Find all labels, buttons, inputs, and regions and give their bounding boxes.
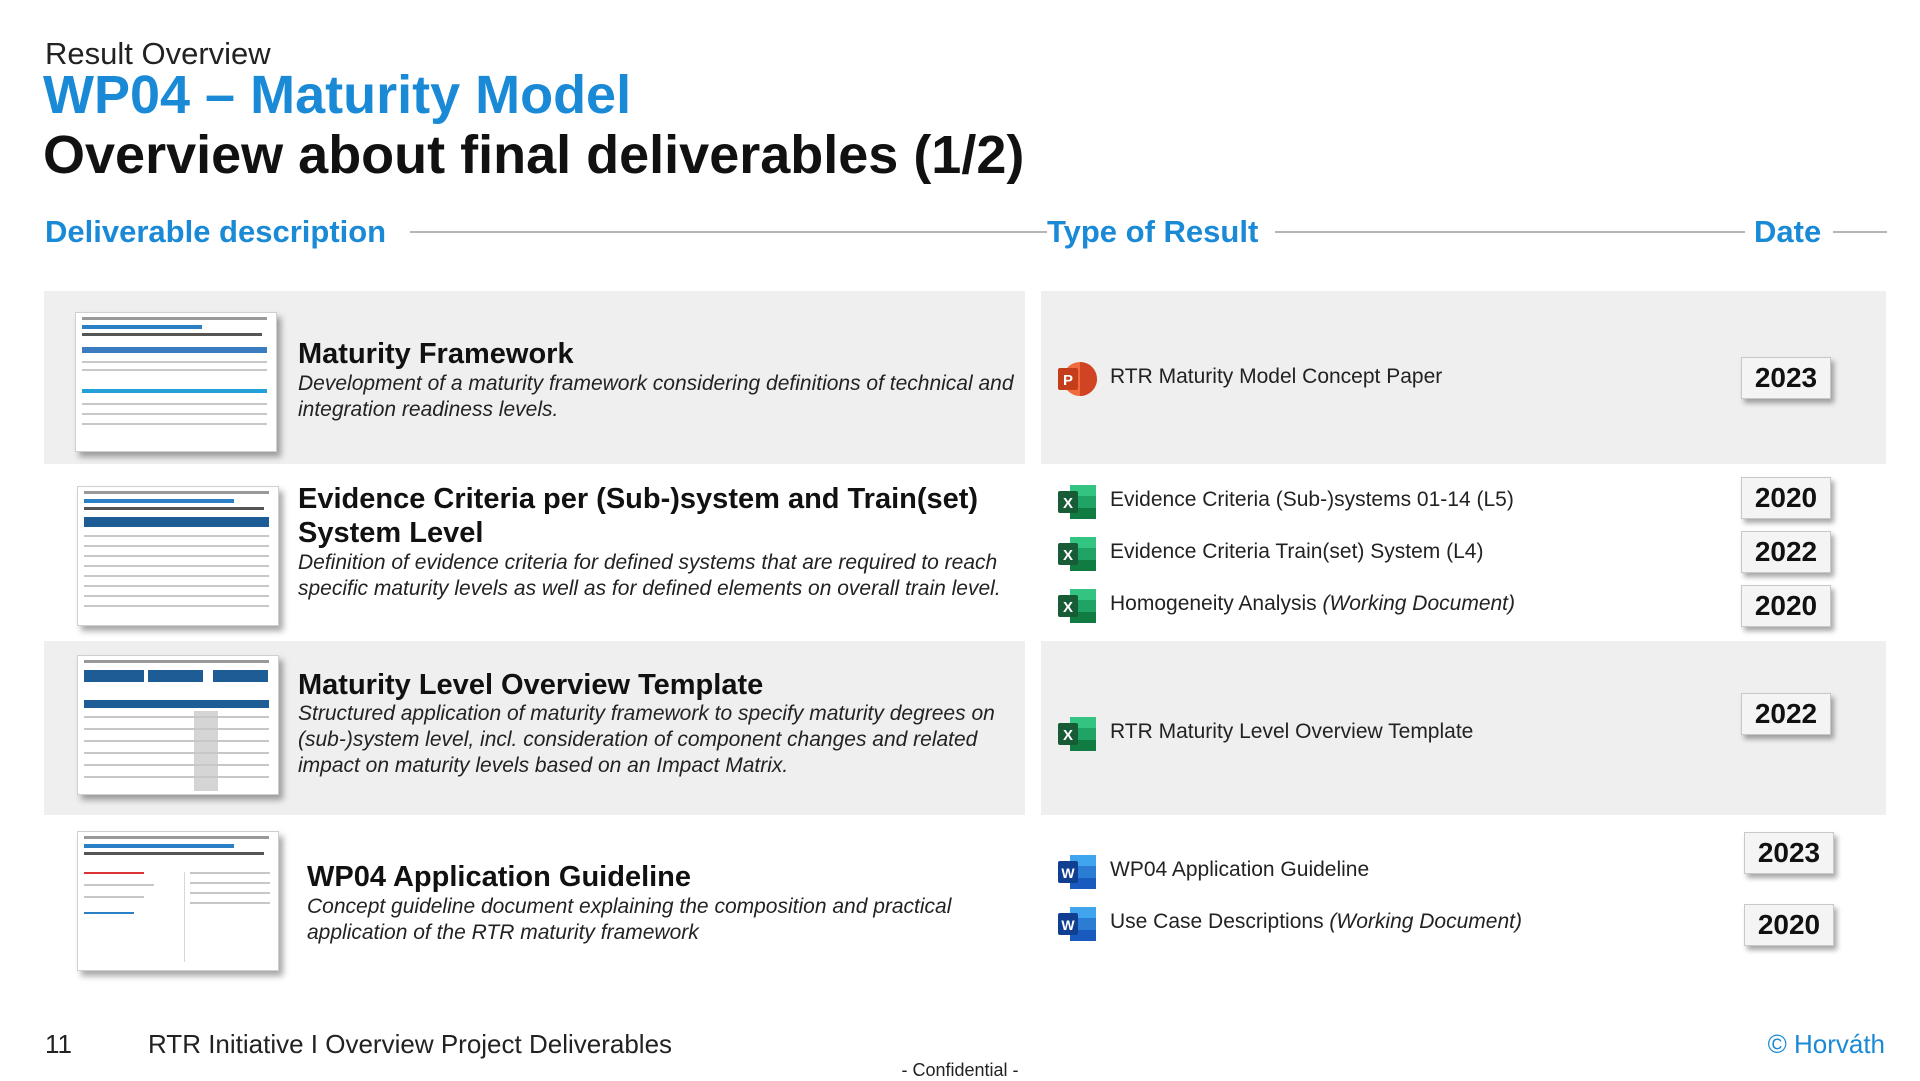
work-package-title: WP04 – Maturity Model [43,65,632,125]
excel-icon [1056,586,1098,626]
page-number: 11 [45,1029,72,1059]
date-badge: 2023 [1741,357,1831,399]
date-badge: 2023 [1744,832,1834,874]
column-header-type: Type of Result [1047,214,1270,250]
excel-icon [1056,714,1098,754]
document-thumbnail [77,486,279,626]
svg-text:W: W [1061,917,1075,933]
result-label: RTR Maturity Model Concept Paper [1110,365,1443,388]
footer-text: RTR Initiative I Overview Project Deliverables [148,1029,673,1059]
header-rule-2 [1275,231,1745,233]
section-label: Result Overview [45,36,271,71]
date-badge: 2020 [1741,585,1831,627]
header-rule-3 [1832,231,1887,233]
date-badge: 2022 [1741,693,1831,735]
header-rule-1 [410,231,1050,233]
confidential-label: - Confidential - [901,1060,1019,1080]
date-badge: 2020 [1744,904,1834,946]
result-label: Homogeneity Analysis (Working Document) [1110,592,1516,615]
column-header-date: Date [1754,214,1833,250]
column-header-description: Deliverable description [45,214,398,250]
svg-text:X: X [1062,495,1074,512]
document-thumbnail [77,831,279,971]
document-thumbnail [75,312,277,452]
deliverable-title: WP04 Application Guideline [307,861,692,893]
result-label: Evidence Criteria Train(set) System (L4) [1110,540,1484,563]
deliverable-title: Maturity Framework [298,338,574,370]
page-title: Overview about final deliverables (1/2) [43,125,1025,185]
deliverable-title: Evidence Criteria per (Sub-)system and Train(set) System Level [298,483,979,549]
date-badge: 2020 [1741,477,1831,519]
result-label: WP04 Application Guideline [1110,858,1370,881]
svg-text:X: X [1062,599,1074,616]
column-divider [1025,291,1041,981]
result-label: RTR Maturity Level Overview Template [1110,720,1474,743]
deliverable-description: Definition of evidence criteria for defined systems that are required to reach specific maturity levels as well as for defined elements on overall train level. [298,551,1001,600]
deliverable-description: Development of a maturity framework considering definitions of technical and integration readiness levels. [298,372,1014,421]
deliverable-title: Maturity Level Overview Template [298,669,764,701]
svg-text:W: W [1061,865,1075,881]
deliverable-description: Structured application of maturity framework to specify maturity degrees on (sub-)system level, incl. consideration of component changes and related impact on maturity levels based on an Impact Matrix. [298,702,995,777]
svg-text:X: X [1062,727,1074,744]
svg-text:P: P [1062,372,1074,389]
excel-icon [1056,482,1098,522]
svg-text:X: X [1062,547,1074,564]
powerpoint-icon [1056,359,1098,399]
result-label: Use Case Descriptions (Working Document) [1110,910,1522,933]
result-label: Evidence Criteria (Sub-)systems 01-14 (L5) [1110,488,1514,511]
document-thumbnail [77,655,279,795]
deliverable-description: Concept guideline document explaining the composition and practical application of the RTR maturity framework [307,895,952,944]
copyright: © Horváth [1767,1029,1885,1059]
word-icon [1056,852,1098,892]
date-badge: 2022 [1741,531,1831,573]
excel-icon [1056,534,1098,574]
word-icon [1056,904,1098,944]
